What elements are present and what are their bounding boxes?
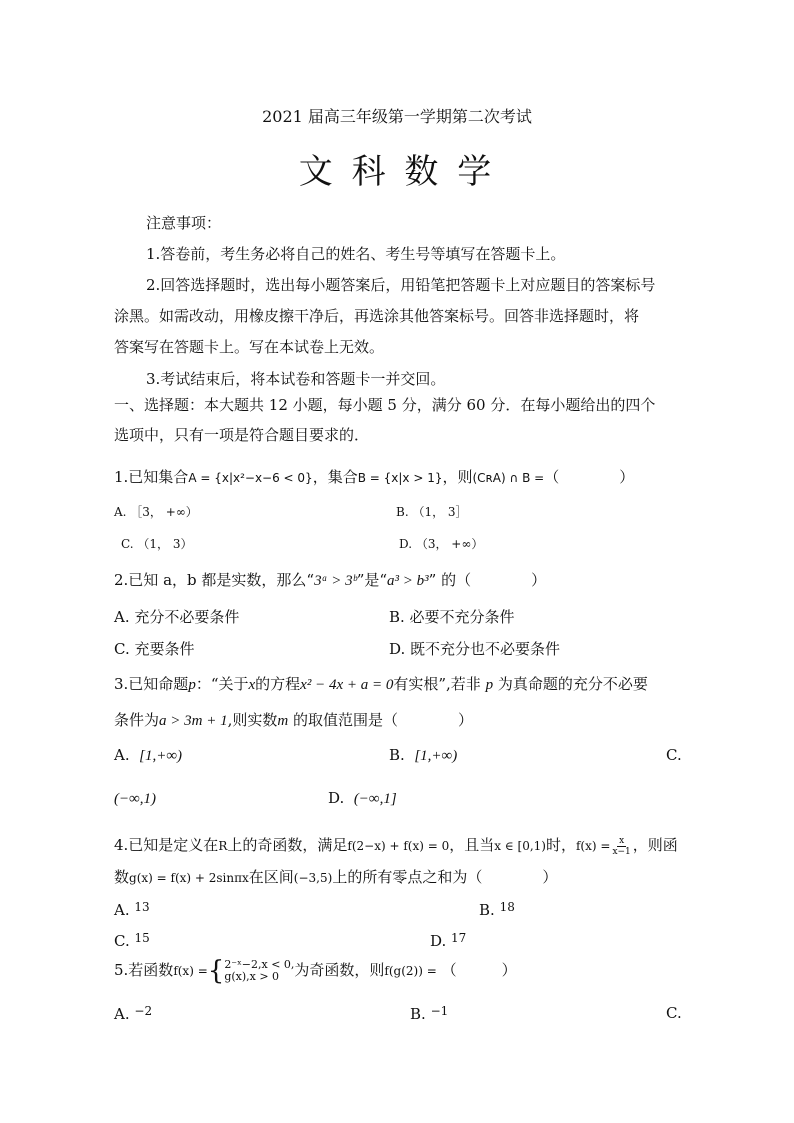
q4-option-b: B. $^{18}$ <box>479 900 515 919</box>
q4-option-d: D. $^{17}$ <box>430 931 467 950</box>
q4-R: R <box>218 839 228 853</box>
q1-tail: （ ） <box>544 468 635 486</box>
q5-brace: { <box>207 956 225 986</box>
q3-option-c: (−∞,1) <box>114 791 157 807</box>
q3-condition: a > 3m + 1 <box>159 713 228 729</box>
q5-option-a: A. $^{-2}$ <box>114 1004 153 1023</box>
q4-fx: f(x) = <box>575 839 611 853</box>
q1-text-c: ，则 <box>442 468 473 486</box>
q4-fraction: $\frac{x}{x-1}$ <box>612 835 631 857</box>
q4-option-a: A. $^{13}$ <box>114 900 150 919</box>
section-heading-line-1: 一、选择题：本大题共 12 小题，每小题 5 分，满分 60 分．在每小题给出的四个 <box>114 396 656 414</box>
q4-interval: x ∈ [0,1) <box>494 839 546 853</box>
exam-subtitle: 2021 届高三年级第一学期第二次考试 <box>262 107 532 126</box>
q4-range: (−3,5) <box>293 871 333 885</box>
notice-item-2-line-1: 2.回答选择题时，选出每小题答案后，用铅笔把答题卡上对应题目的答案标号 <box>146 276 656 294</box>
q2-cond-2: a³ > b³ <box>387 573 429 589</box>
q3-option-d: D. (−∞,1] <box>328 789 397 807</box>
q4-condition: f(2−x) + f(x) = 0 <box>347 839 450 853</box>
q1-text-a: 1.已知集合 <box>114 468 189 486</box>
q1-option-c: C. （1， 3） <box>121 537 193 551</box>
q2-text-c: ” 的（ ） <box>428 571 547 589</box>
q1-option-b: B. （1， 3］ <box>396 505 468 519</box>
question-4-line-1: 4.已知是定义在R上的奇函数，满足f(2−x) + f(x) = 0，且当x ∈ [0,1)时，f(x) = $\frac{x}{x-1}$ ，则函 <box>114 835 678 857</box>
notice-heading: 注意事项： <box>146 214 222 232</box>
question-5-stem: 5.若函数f(x) ={ 2⁻ˣ−2,x < 0, g(x),x > 0 为奇函数，则f(g(2)) = （ ） <box>114 956 517 986</box>
exam-title: 文 科 数 学 <box>298 152 496 192</box>
notice-item-2-line-2: 涂黑。如需改动，用橡皮擦干净后，再选涂其他答案标号。回答非选择题时，将 <box>114 307 640 325</box>
q2-text-b: ”是“ <box>356 571 388 589</box>
q1-set-a: A = {x|x²−x−6 < 0} <box>188 471 313 485</box>
q2-option-b: B. 必要不充分条件 <box>389 608 515 626</box>
q2-option-c: C. 充要条件 <box>114 640 195 658</box>
question-1-stem <box>114 466 634 487</box>
q2-cond-1: 3ᵃ > 3ᵇ <box>314 573 357 589</box>
question-3-line-1: 3.已知命题p：“关于x的方程x² − 4x + a = 0有实根”,若非 p 为真命题的充分不必要 <box>114 675 648 693</box>
q1-text-b: ，集合 <box>312 468 358 486</box>
q3-x: x <box>248 677 256 693</box>
q2-text-a: 2.已知 a，b 都是实数，那么“ <box>114 571 315 589</box>
q3-p-2: p <box>485 677 494 693</box>
q5-case-2: g(x),x > 0 <box>224 970 280 983</box>
q3-option-a: A. [1,+∞) <box>114 746 183 764</box>
q3-equation: x² − 4x + a = 0 <box>300 677 394 693</box>
q3-option-b: B. [1,+∞) <box>389 746 458 764</box>
q5-expr: f(g(2)) = <box>384 964 437 978</box>
section-heading-line-2: 选项中，只有一项是符合题目要求的． <box>114 426 370 444</box>
q4-option-c: C. $^{15}$ <box>114 931 150 950</box>
question-3-line-2: 条件为a > 3m + 1,则实数m 的取值范围是（ ） <box>114 711 474 729</box>
q5-case-1: 2⁻ˣ−2,x < 0, <box>224 958 295 971</box>
question-4-line-2: 数g(x) = f(x) + 2sinπx在区间(−3,5)上的所有零点之和为（ ） <box>114 868 558 886</box>
q1-set-b: B = {x|x > 1} <box>357 471 443 485</box>
q5-option-c-label: C. <box>666 1004 682 1022</box>
q3-p: p <box>188 677 196 693</box>
q5-cases <box>224 959 294 983</box>
q1-option-a: A. ［3， +∞） <box>114 505 198 519</box>
q1-option-d: D. （3， +∞） <box>399 537 484 551</box>
notice-item-2-line-3: 答案写在答题卡上。写在本试卷上无效。 <box>114 338 385 356</box>
q1-expr: (CʀA) ∩ B = <box>472 471 545 485</box>
q5-option-b: B. $^{-1}$ <box>410 1004 449 1023</box>
q3-option-c-label: C. <box>666 746 682 764</box>
question-2-stem <box>114 569 546 590</box>
notice-item-3: 3.考试结束后，将本试卷和答题卡一并交回。 <box>146 370 446 388</box>
notice-item-1: 1.答卷前，考生务必将自己的姓名、考生号等填写在答题卡上。 <box>146 245 566 263</box>
q2-option-d: D. 既不充分也不必要条件 <box>389 640 561 658</box>
q3-m: m <box>277 713 289 729</box>
q5-fx: f(x) = <box>173 964 208 978</box>
q4-gx: g(x) = f(x) + 2sinπx <box>129 871 249 885</box>
q2-option-a: A. 充分不必要条件 <box>114 608 240 626</box>
